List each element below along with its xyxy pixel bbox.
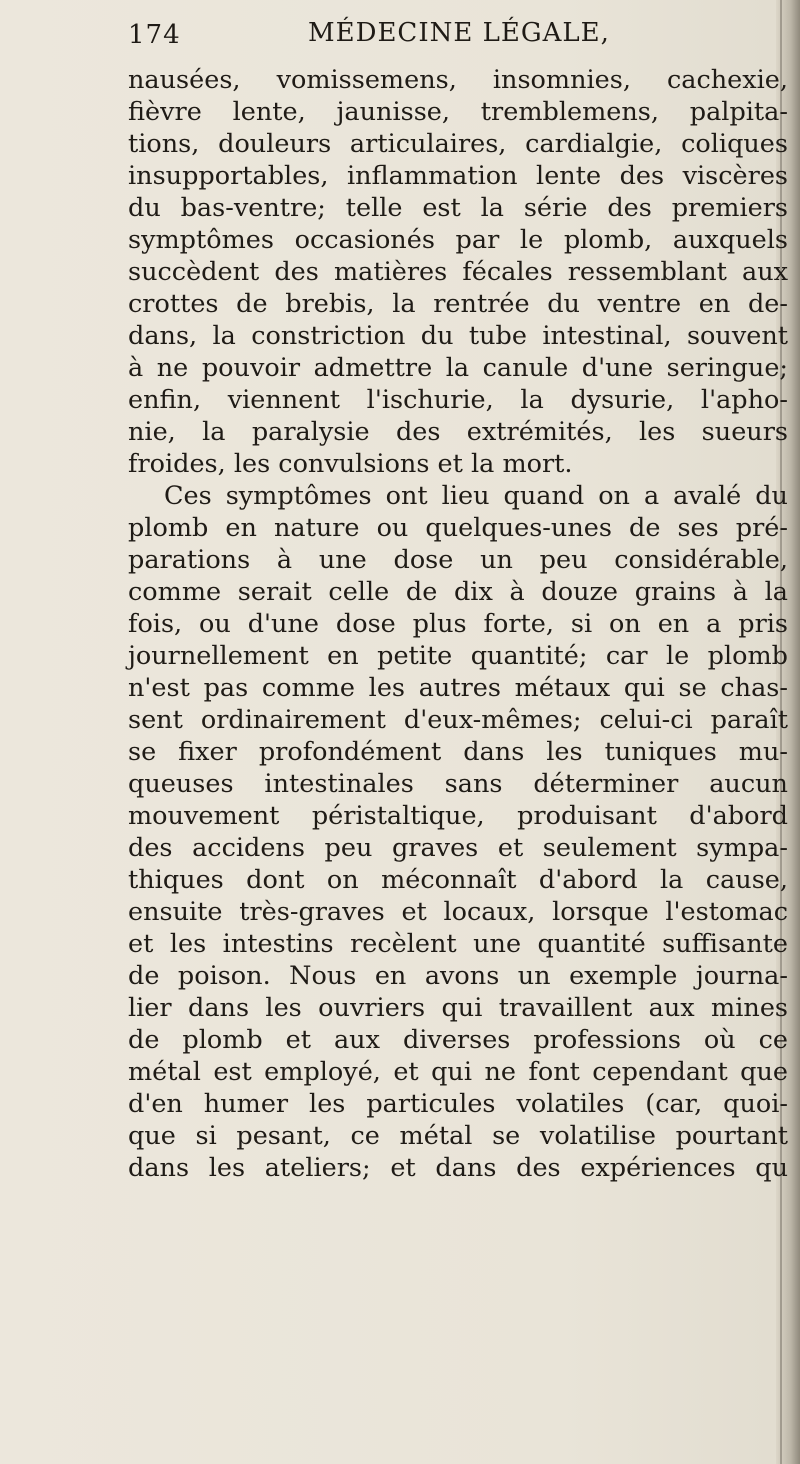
text-line: comme serait celle de dix à douze grains à la (128, 577, 788, 607)
text-line: à ne pouvoir admettre la canule d'une seringue; (128, 353, 788, 383)
text-line: enfin, viennent l'ischurie, la dysurie, l'apho- (128, 385, 788, 415)
paragraph-start-line: Ces symptômes ont lieu quand on a avalé du (164, 481, 788, 511)
text-line: dans, la constriction du tube intestinal, souvent (128, 321, 788, 351)
running-title: MÉDECINE LÉGALE, (308, 18, 610, 48)
text-line: métal est employé, et qui ne font cependant que (128, 1057, 788, 1087)
text-line: plomb en nature ou quelques-unes de ses pré- (128, 513, 788, 543)
text-line: que si pesant, ce métal se volatilise pourtant (128, 1121, 788, 1151)
text-line: nausées, vomissemens, insomnies, cachexie, (128, 65, 788, 95)
text-line: du bas-ventre; telle est la série des premiers (128, 193, 788, 223)
text-line: fois, ou d'une dose plus forte, si on en a pris (128, 609, 788, 639)
running-header (128, 8, 688, 48)
page-number: 174 (128, 20, 181, 50)
text-line: se fixer profondément dans les tuniques mu- (128, 737, 788, 767)
text-line: nie, la paralysie des extrémités, les sueurs (128, 417, 788, 447)
text-line: des accidens peu graves et seulement sympa- (128, 833, 788, 863)
body-text (128, 64, 788, 1184)
text-line: insupportables, inflammation lente des viscères (128, 161, 788, 191)
text-line: succèdent des matières fécales ressemblant aux (128, 257, 788, 287)
text-line: parations à une dose un peu considérable, (128, 545, 788, 575)
text-line: n'est pas comme les autres métaux qui se chas- (128, 673, 788, 703)
text-line: sent ordinairement d'eux-mêmes; celui-ci paraît (128, 705, 788, 735)
text-line: d'en humer les particules volatiles (car, quoi- (128, 1089, 788, 1119)
text-line: ensuite très-graves et locaux, lorsque l'estomac (128, 897, 788, 927)
text-line: lier dans les ouvriers qui travaillent aux mines (128, 993, 788, 1023)
text-line: dans les ateliers; et dans des expériences qu (128, 1153, 788, 1183)
text-line: thiques dont on méconnaît d'abord la cause, (128, 865, 788, 895)
text-line: fièvre lente, jaunisse, tremblemens, palpita- (128, 97, 788, 127)
text-line: journellement en petite quantité; car le plomb (128, 641, 788, 671)
text-line: queuses intestinales sans déterminer aucun (128, 769, 788, 799)
text-line: mouvement péristaltique, produisant d'abord (128, 801, 788, 831)
text-line: froides, les convulsions et la mort. (128, 449, 573, 479)
text-line: crottes de brebis, la rentrée du ventre en de- (128, 289, 788, 319)
text-line: de plomb et aux diverses professions où ce (128, 1025, 788, 1055)
text-line: et les intestins recèlent une quantité suffisante (128, 929, 788, 959)
text-line: tions, douleurs articulaires, cardialgie, coliques (128, 129, 788, 159)
text-line: symptômes occasionés par le plomb, auxquels (128, 225, 788, 255)
text-line: de poison. Nous en avons un exemple journa- (128, 961, 788, 991)
